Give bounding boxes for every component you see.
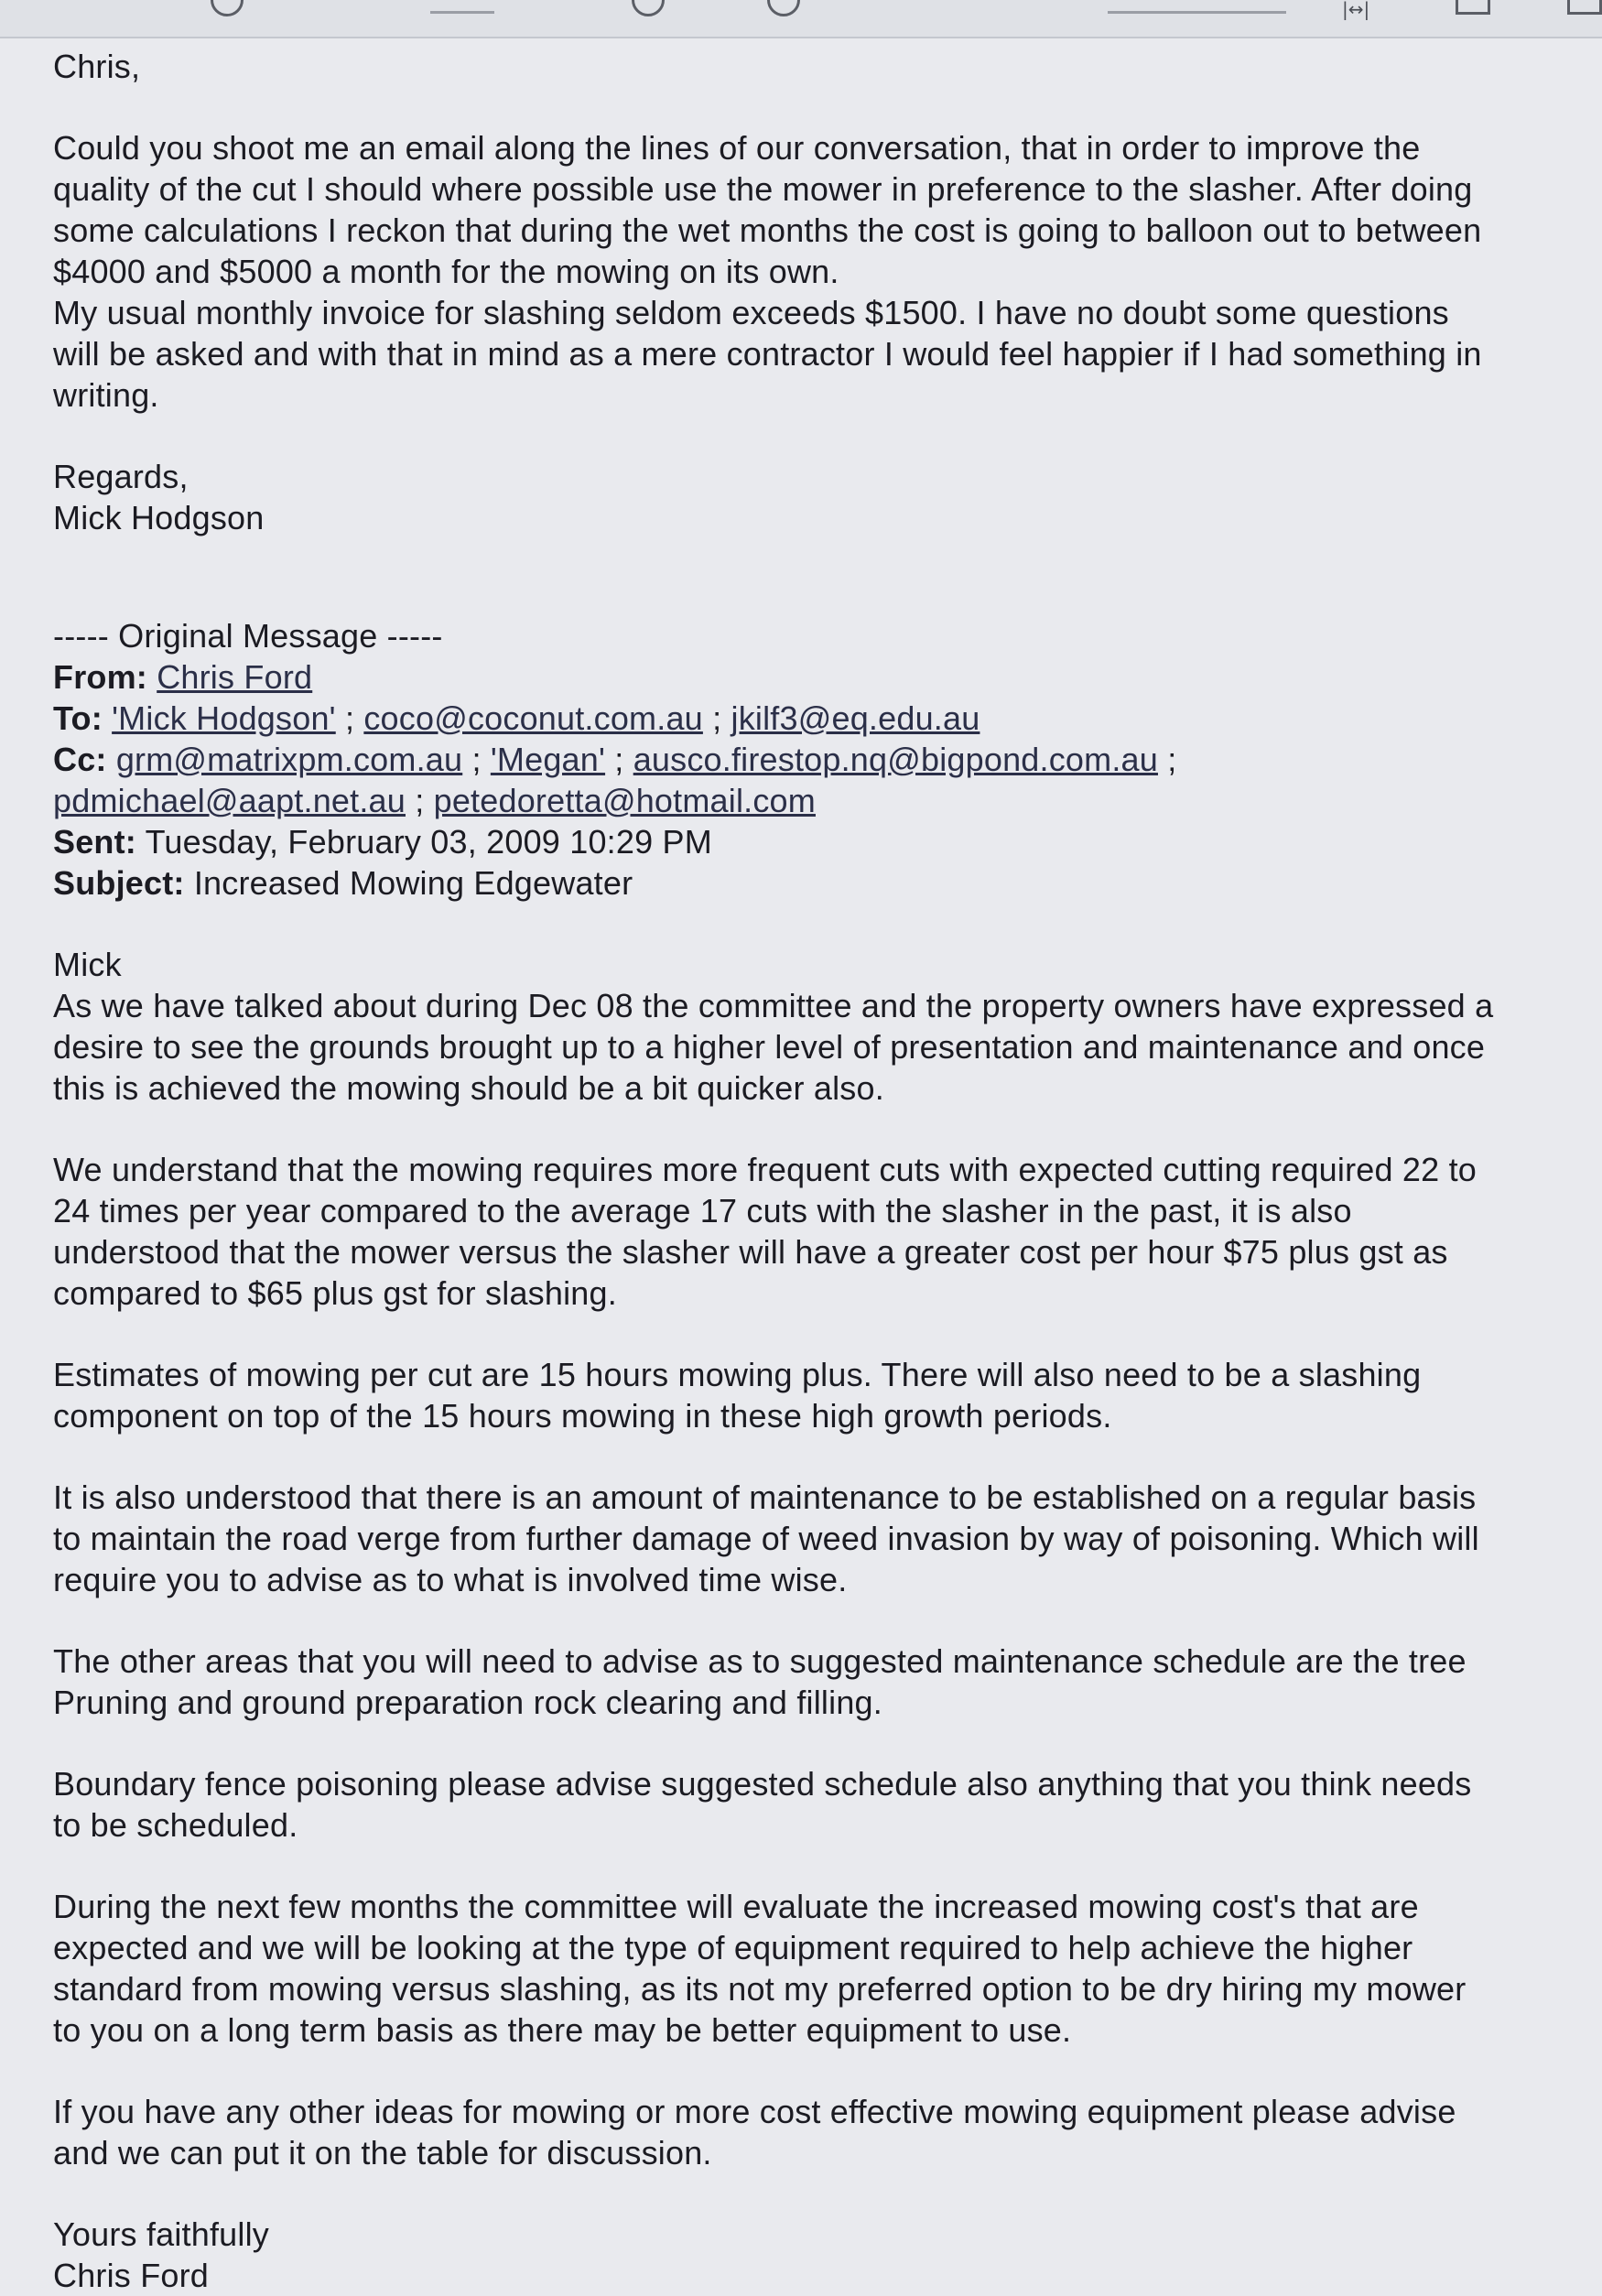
paragraph-line: Estimates of mowing per cut are 15 hours mowing plus. There will also need to be a slashing	[53, 1356, 1422, 1393]
toolbar-divider-1	[430, 11, 494, 14]
cc-recipient-link[interactable]: pdmichael@aapt.net.au	[53, 782, 406, 819]
paragraph-line: compared to $65 plus gst for slashing.	[53, 1274, 617, 1312]
paragraph-line: expected and we will be looking at the type of equipment required to help achieve the higher	[53, 1929, 1413, 1966]
cc-recipient-link[interactable]: petedoretta@hotmail.com	[433, 782, 816, 819]
recipient-separator: ;	[344, 699, 355, 737]
reply-line: will be asked and with that in mind as a mere contractor I would feel happier if I had something in	[53, 335, 1482, 373]
header-sent	[53, 821, 1573, 862]
recipient-separator: ;	[471, 741, 482, 778]
paragraph-line: As we have talked about during Dec 08 the committee and the property owners have expressed a	[53, 987, 1494, 1024]
paragraph-line: require you to advise as to what is involved time wise.	[53, 1561, 848, 1598]
cc-recipient-link[interactable]: ausco.firestop.nq@bigpond.com.au	[633, 741, 1158, 778]
toolbar	[0, 0, 1602, 38]
reply-line: $4000 and $5000 a month for the mowing on its own.	[53, 253, 839, 290]
paragraph-line: and we can put it on the table for discussion.	[53, 2134, 712, 2171]
header-to	[53, 698, 1573, 739]
paragraph-line: It is also understood that there is an amount of maintenance to be established on a regular basis	[53, 1478, 1477, 1516]
header-from	[53, 656, 1573, 698]
sent-date: Tuesday, February 03, 2009 10:29 PM	[145, 823, 712, 861]
cc-recipient-link[interactable]: 'Megan'	[490, 741, 606, 778]
recipient-separator: ;	[1167, 741, 1177, 778]
to-recipient-link[interactable]: 'Mick Hodgson'	[112, 699, 336, 737]
to-recipient-link[interactable]: jkilf3@eq.edu.au	[731, 699, 980, 737]
header-cc-continued	[53, 780, 1573, 821]
recipient-separator: ;	[415, 782, 425, 819]
paragraph-line: this is achieved the mowing should be a bit quicker also.	[53, 1069, 884, 1107]
paragraph-line: Boundary fence poisoning please advise suggested schedule also anything that you think needs	[53, 1765, 1472, 1803]
reply-line: Could you shoot me an email along the lines of our conversation, that in order to improve the	[53, 129, 1421, 167]
paragraph-line: During the next few months the committee will evaluate the increased mowing cost's that are	[53, 1888, 1419, 1925]
toolbar-round-icon-2[interactable]	[632, 0, 665, 16]
header-subject	[53, 862, 1573, 904]
sent-label: Sent:	[53, 823, 136, 861]
paragraph-line: standard from mowing versus slashing, as its not my preferred option to be dry hiring my mower	[53, 1970, 1467, 2008]
to-label: To:	[53, 699, 103, 737]
original-message-divider: ----- Original Message -----	[53, 617, 443, 655]
original-closing: Yours faithfully	[53, 2215, 270, 2253]
from-label: From:	[53, 658, 147, 696]
subject-text: Increased Mowing Edgewater	[193, 864, 633, 902]
paragraph-line: If you have any other ideas for mowing or more cost effective mowing equipment please advise	[53, 2093, 1456, 2130]
message-body	[53, 46, 1573, 2296]
paragraph-line: to you on a long term basis as there may be better equipment to use.	[53, 2011, 1072, 2049]
header-cc	[53, 739, 1573, 780]
reply-line: quality of the cut I should where possible use the mower in preference to the slasher. After doing	[53, 170, 1473, 208]
toolbar-round-icon-1[interactable]	[211, 0, 244, 16]
to-recipient-link[interactable]: coco@coconut.com.au	[363, 699, 703, 737]
paragraph-line: desire to see the grounds brought up to a higher level of presentation and maintenance and once	[53, 1028, 1486, 1066]
paragraph-line: component on top of the 15 hours mowing in these high growth periods.	[53, 1397, 1112, 1435]
toolbar-square-icon-1[interactable]	[1456, 0, 1490, 15]
paragraph-line: understood that the mower versus the slasher will have a greater cost per hour $75 plus gst as	[53, 1233, 1448, 1271]
toolbar-divider-2	[1108, 11, 1286, 14]
reply-greeting: Chris,	[53, 48, 141, 85]
subject-label: Subject:	[53, 864, 185, 902]
recipient-separator: ;	[712, 699, 722, 737]
original-salutation: Mick	[53, 946, 122, 983]
paragraph-line: to be scheduled.	[53, 1806, 298, 1844]
recipient-separator: ;	[614, 741, 624, 778]
reply-closing: Regards,	[53, 458, 189, 495]
cc-recipient-link[interactable]: grm@matrixpm.com.au	[115, 741, 463, 778]
toolbar-square-icon-2[interactable]	[1567, 0, 1602, 15]
original-signature: Chris Ford	[53, 2257, 210, 2294]
reply-line: some calculations I reckon that during the wet months the cost is going to balloon out to between	[53, 211, 1482, 249]
reply-line: My usual monthly invoice for slashing seldom exceeds $1500. I have no doubt some questions	[53, 294, 1449, 331]
reply-signature: Mick Hodgson	[53, 499, 265, 536]
paragraph-line: Pruning and ground preparation rock clearing and filling.	[53, 1684, 882, 1721]
from-link[interactable]: Chris Ford	[157, 658, 313, 696]
paragraph-line: to maintain the road verge from further damage of weed invasion by way of poisoning. Which will	[53, 1520, 1479, 1557]
resize-width-icon[interactable]: |↔|	[1342, 0, 1370, 20]
paragraph-line: The other areas that you will need to advise as to suggested maintenance schedule are the tree	[53, 1642, 1467, 1680]
paragraph-line: We understand that the mowing requires more frequent cuts with expected cutting required 22 to	[53, 1151, 1478, 1188]
cc-label: Cc:	[53, 741, 107, 778]
reply-line: writing.	[53, 376, 159, 414]
paragraph-line: 24 times per year compared to the average 17 cuts with the slasher in the past, it is also	[53, 1192, 1352, 1229]
toolbar-round-icon-3[interactable]	[767, 0, 800, 16]
